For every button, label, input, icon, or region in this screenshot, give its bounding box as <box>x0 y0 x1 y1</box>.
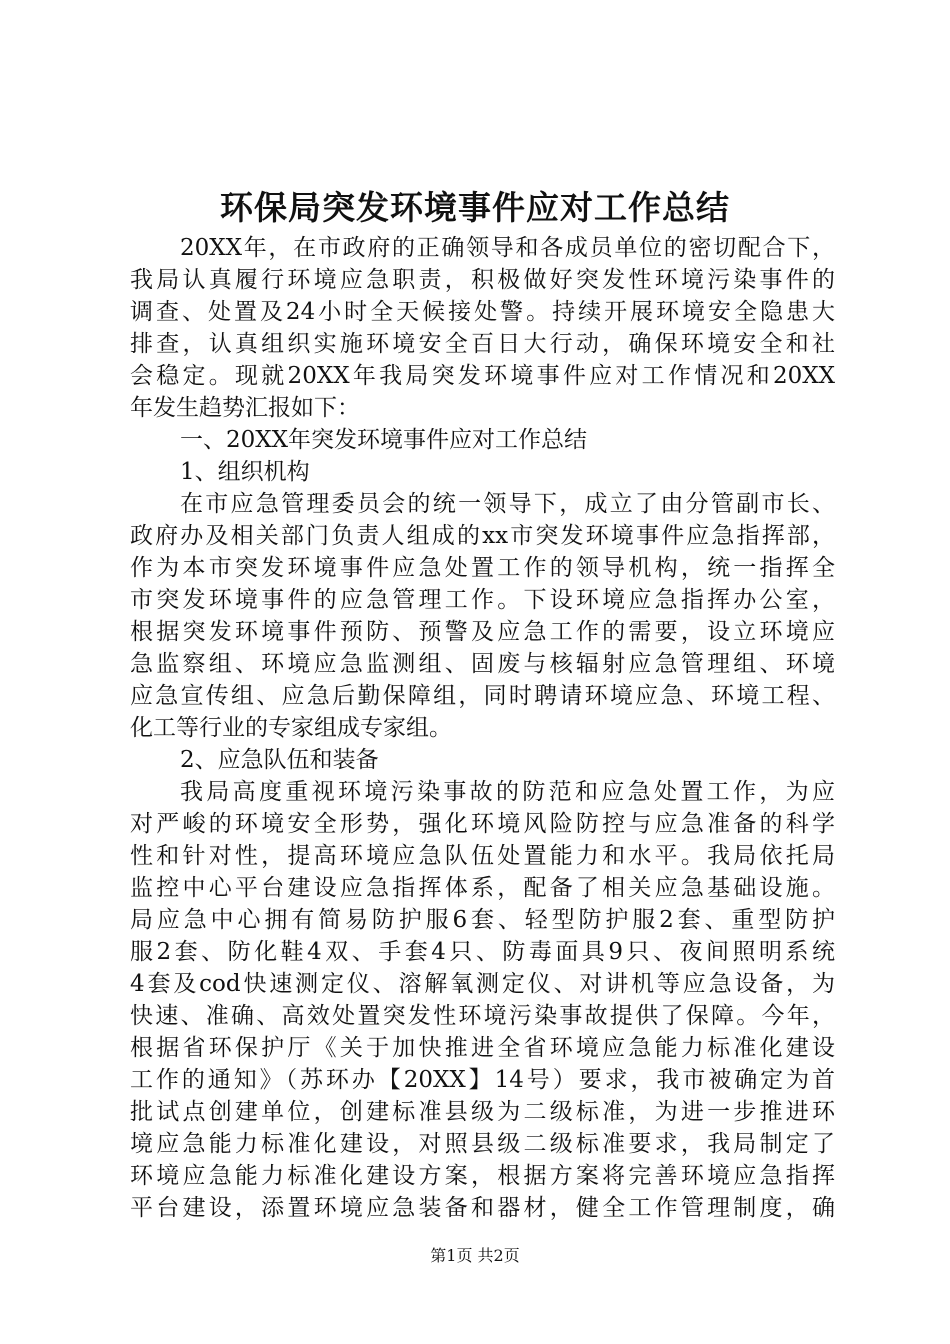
text-line: 平台建设，添置环境应急装备和器材，健全工作管理制度，确 <box>130 1195 835 1221</box>
text-line: 急监察组、环境应急监测组、固废与核辐射应急管理组、环境 <box>130 651 835 677</box>
text-line: 局应急中心拥有简易防护服6套、轻型防护服2套、重型防护 <box>130 907 835 933</box>
text-line: 根据突发环境事件预防、预警及应急工作的需要，设立环境应 <box>130 619 835 645</box>
text-line: 排查，认真组织实施环境安全百日大行动，确保环境安全和社 <box>130 331 835 357</box>
document-title: 环保局突发环境事件应对工作总结 <box>220 188 730 227</box>
page-number-footer: 第1页 共2页 <box>430 1246 520 1265</box>
text-line: 调查、处置及24小时全天候接处警。持续开展环境安全隐患大 <box>130 299 835 325</box>
text-line: 4套及cod快速测定仪、溶解氧测定仪、对讲机等应急设备，为 <box>130 971 835 997</box>
text-line: 监控中心平台建设应急指挥体系，配备了相关应急基础设施。 <box>130 875 835 901</box>
text-line: 我局认真履行环境应急职责，积极做好突发性环境污染事件的 <box>130 267 835 293</box>
text-line: 会稳定。现就20XX年我局突发环境事件应对工作情况和20XX <box>130 363 835 389</box>
text-line: 应急宣传组、应急后勤保障组，同时聘请环境应急、环境工程、 <box>130 683 835 709</box>
text-line: 化工等行业的专家组成专家组。 <box>130 715 452 741</box>
text-line: 性和针对性，提高环境应急队伍处置能力和水平。我局依托局 <box>130 843 835 869</box>
text-line: 市突发环境事件的应急管理工作。下设环境应急指挥办公室， <box>130 587 835 613</box>
text-line: 在市应急管理委员会的统一领导下，成立了由分管副市长、 <box>180 491 835 517</box>
text-line: 快速、准确、高效处置突发性环境污染事故提供了保障。今年， <box>130 1003 835 1029</box>
text-line: 批试点创建单位，创建标准县级为二级标准，为进一步推进环 <box>130 1099 835 1125</box>
text-line: 环境应急能力标准化建设方案，根据方案将完善环境应急指挥 <box>130 1163 835 1189</box>
text-line: 政府办及相关部门负责人组成的xx市突发环境事件应急指挥部， <box>130 523 835 549</box>
text-line: 20XX年，在市政府的正确领导和各成员单位的密切配合下， <box>180 235 835 261</box>
text-line: 根据省环保护厅《关于加快推进全省环境应急能力标准化建设 <box>130 1035 835 1061</box>
subsection-heading: 2、应急队伍和装备 <box>180 747 379 773</box>
document-body <box>130 232 835 1224</box>
text-line: 对严峻的环境安全形势，强化环境风险防控与应急准备的科学 <box>130 811 835 837</box>
text-line: 我局高度重视环境污染事故的防范和应急处置工作，为应 <box>180 779 835 805</box>
section-heading: 一、20XX年突发环境事件应对工作总结 <box>180 427 588 453</box>
text-line: 作为本市突发环境事件应急处置工作的领导机构，统一指挥全 <box>130 555 835 581</box>
text-line: 境应急能力标准化建设，对照县级二级标准要求，我局制定了 <box>130 1131 835 1157</box>
text-line: 服2套、防化鞋4双、手套4只、防毒面具9只、夜间照明系统 <box>130 939 835 965</box>
text-line: 工作的通知》（苏环办【20XX】14号）要求，我市被确定为首 <box>130 1067 835 1093</box>
text-line: 年发生趋势汇报如下： <box>130 395 360 421</box>
subsection-heading: 1、组织机构 <box>180 459 310 485</box>
